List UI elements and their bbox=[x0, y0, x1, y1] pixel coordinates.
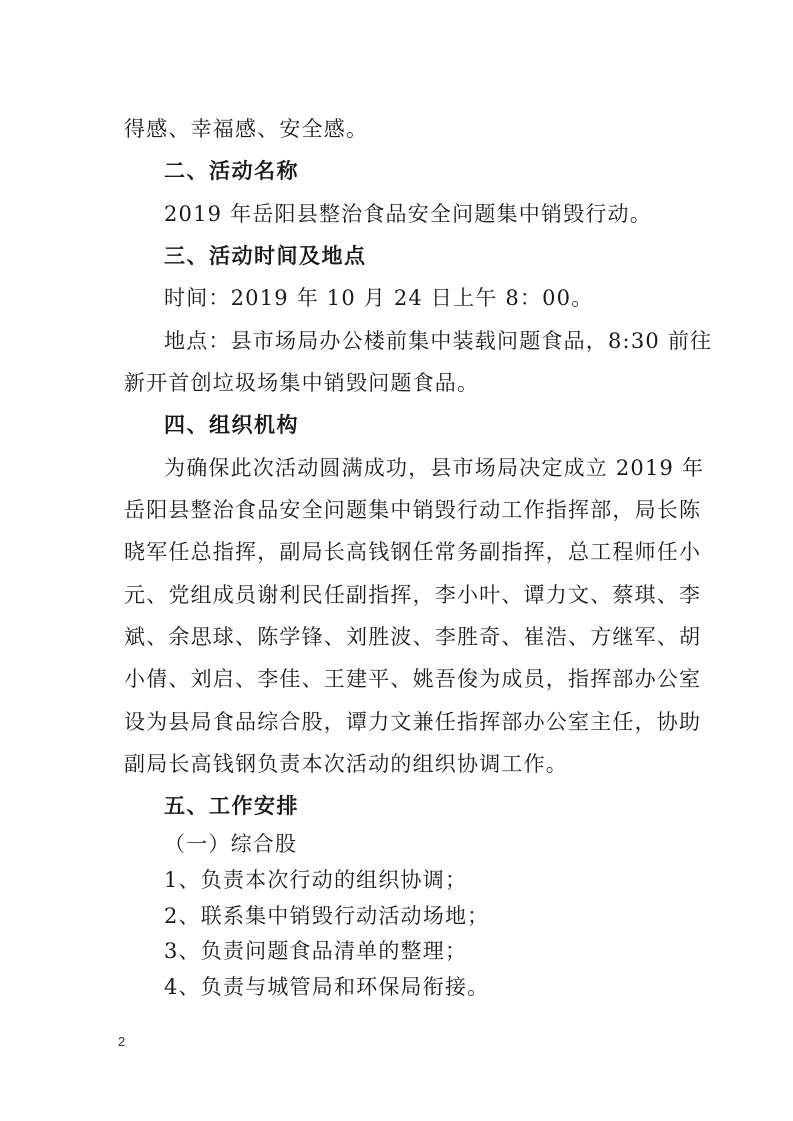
list-item: 4、负责与城管局和环保局衔接。 bbox=[164, 975, 490, 999]
text-line: 设为县局食品综合股，谭力文兼任指挥部办公室主任，协助 bbox=[124, 710, 702, 734]
list-item: 1、负责本次行动的组织协调； bbox=[164, 868, 468, 892]
text-line: 岳阳县整治食品安全问题集中销毁行动工作指挥部，局长陈 bbox=[124, 498, 702, 522]
list-item: 3、负责问题食品清单的整理； bbox=[164, 939, 468, 963]
section-heading-3: 三、活动时间及地点 bbox=[164, 244, 367, 268]
page-number: 2 bbox=[118, 1034, 126, 1049]
section-heading-4: 四、组织机构 bbox=[164, 413, 299, 437]
text-line: 得感、幸福感、安全感。 bbox=[124, 117, 369, 141]
text-line: 小倩、刘启、李佳、王建平、姚吾俊为成员，指挥部办公室 bbox=[124, 667, 702, 691]
text-line: 新开首创垃圾场集中销毁问题食品。 bbox=[124, 371, 480, 395]
text-line: 地点：县市场局办公楼前集中装载问题食品，8:30 前往 bbox=[164, 329, 713, 353]
text-line: 晓军任总指挥，副局长高钱钢任常务副指挥，总工程师任小 bbox=[124, 540, 702, 564]
list-item: 2、联系集中销毁行动活动场地； bbox=[164, 904, 490, 928]
subsection-heading: （一）综合股 bbox=[164, 832, 298, 856]
text-line: 时间：2019 年 10 月 24 日上午 8：00。 bbox=[164, 286, 594, 310]
text-line: 斌、余思球、陈学锋、刘胜波、李胜奇、崔浩、方继军、胡 bbox=[124, 625, 702, 649]
section-heading-2: 二、活动名称 bbox=[164, 159, 299, 183]
text-line: 为确保此次活动圆满成功，县市场局决定成立 2019 年 bbox=[164, 456, 705, 480]
text-line: 元、党组成员谢利民任副指挥，李小叶、谭力文、蔡琪、李 bbox=[124, 583, 702, 607]
text-line: 2019 年岳阳县整治食品安全问题集中销毁行动。 bbox=[164, 202, 652, 226]
text-line: 副局长高钱钢负责本次活动的组织协调工作。 bbox=[124, 752, 568, 776]
section-heading-5: 五、工作安排 bbox=[164, 794, 299, 818]
